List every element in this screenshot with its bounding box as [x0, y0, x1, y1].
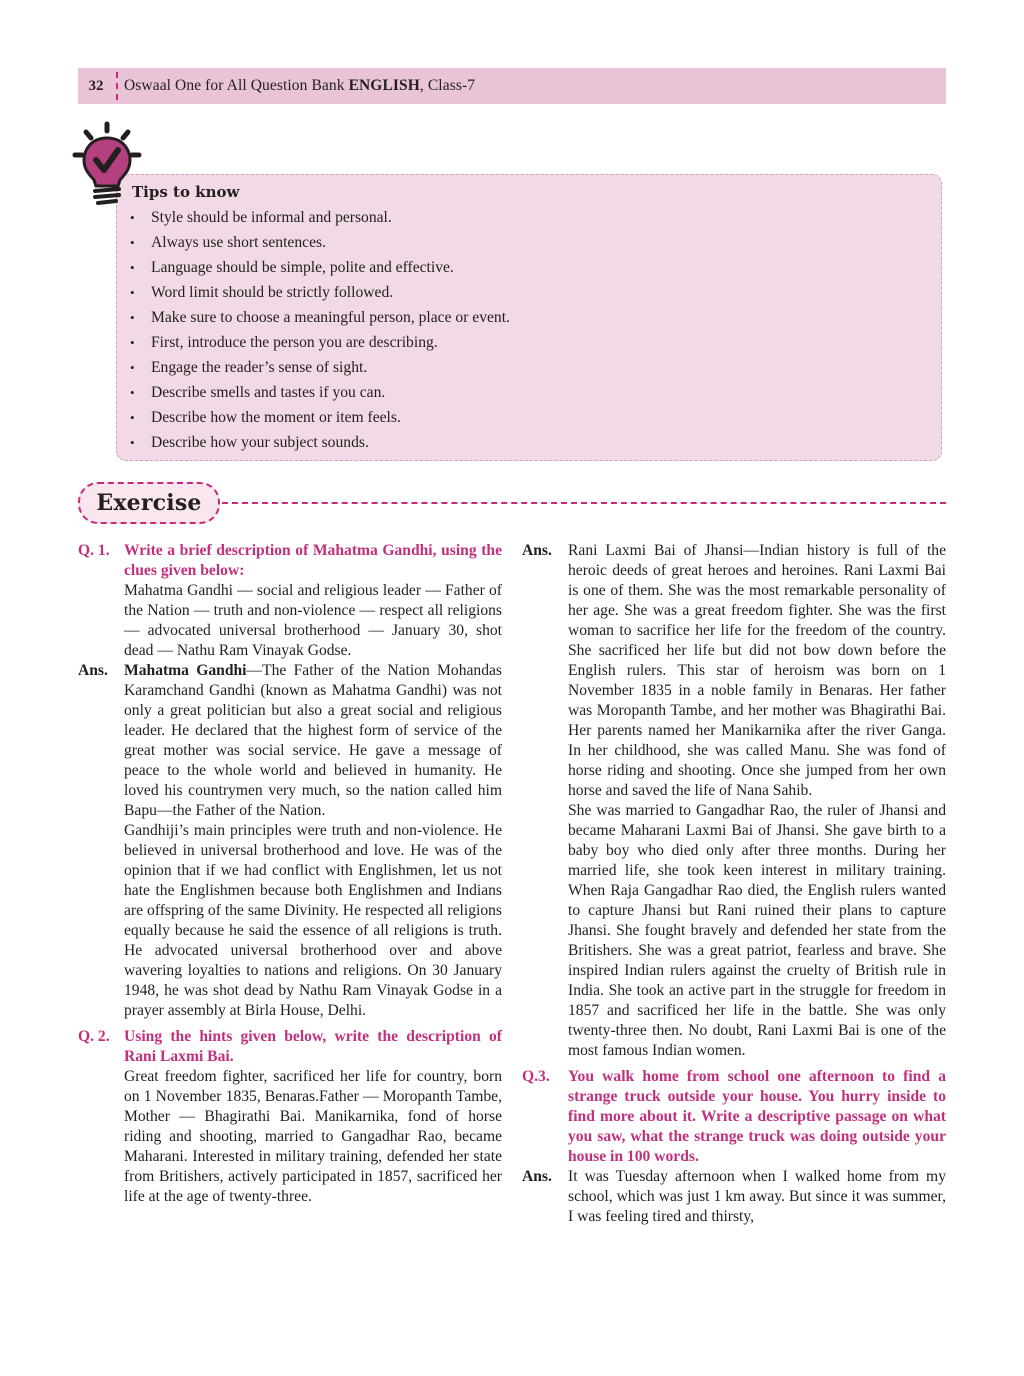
tip-item: • Describe smells and tastes if you can. — [130, 380, 510, 405]
right-column — [522, 541, 946, 1227]
answer-1 — [78, 661, 502, 1021]
bullet-icon: • — [130, 210, 135, 225]
answer-paragraph: She was married to Gangadhar Rao, the ruler of Jhansi and became Maharani Laxmi Bai of Jhansi. She gave birth to a baby boy who died only after three months. During her married life, she took keen interest in military training. When Raja Gangadhar Rao died, the English rulers wanted to capture Jhansi but Rani ruined their plans to capture Jhansi. She fought bravely and defended her state from the Britishers. She was a great patriot, fearless and brave. She inspired Indian rulers against the cruelty of British rule in India. She took an active part in the struggle for freedom in 1857 and sacrificed her life in the battle. She was only twenty-three then. No doubt, Rani Laxmi Bai is one of the most famous Indian women. — [568, 802, 946, 1059]
book-title-prefix: Oswaal One for All Question Bank — [124, 77, 349, 94]
book-title — [124, 77, 475, 95]
exercise-heading-badge — [78, 482, 220, 524]
answer-paragraph: Mahatma Gandhi—The Father of the Nation Mohandas Karamchand Gandhi (known as Mahatma Gandhi) was not only a great politician but also a great social and religious leader. He declared that the highest form of service of the great mother was social service. He gave a message of peace to the whole world and believed in humanity. He loved his countrymen very much, so the nation called him Bapu—the Father of the Nation. — [124, 662, 502, 819]
question-hints: Great freedom fighter, sacrificed her life for country, born on 1 November 1835, Benaras.Father — Moropanth Tambe, Mother — Bhagirathi Bai. Manikarnika, fond of horse riding and shooting, married to Gangadhar Rao, became Maharani. Interested in military training, defended her state from Britishers, actively participated in 1857, sacrificed her life at the age of twenty-three. — [124, 1068, 502, 1205]
answer-label: Ans. — [522, 542, 552, 559]
answer-2 — [522, 541, 946, 1061]
bullet-icon: • — [130, 360, 135, 375]
exercise-divider — [222, 502, 946, 504]
answer-paragraph: Gandhiji’s main principles were truth and non-violence. He believed in universal brotherhood and love. He was of the opinion that if we had conflict with Englishmen, let us not hate the Englishmen because both Englishmen and Indians are offspring of the same Divinity. He respected all religions equally because he said the essence of all religions is truth. He advocated universal brotherhood over and above wavering loyalties to nations and religions. On 30 January 1948, he was shot dead by Nathu Ram Vinayak Godse in a prayer assembly at Birla House, Delhi. — [124, 822, 502, 1019]
bullet-icon: • — [130, 235, 135, 250]
tip-item: • Language should be simple, polite and effective. — [130, 255, 510, 280]
answer-label: Ans. — [78, 662, 108, 679]
book-title-subject: ENGLISH — [348, 77, 420, 94]
bullet-icon: • — [130, 385, 135, 400]
header-divider — [116, 72, 118, 100]
answer-paragraph: It was Tuesday afternoon when I walked home from my school, which was just 1 km away. But since it was summer, I was feeling tired and thirsty, — [568, 1168, 946, 1225]
tip-item: • Word limit should be strictly followed. — [130, 280, 510, 305]
bullet-icon: • — [130, 310, 135, 325]
question-text: Using the hints given below, write the description of Rani Laxmi Bai. — [124, 1028, 502, 1065]
left-column — [78, 541, 502, 1207]
question-clues: Mahatma Gandhi — social and religious leader — Father of the Nation — truth and non-violence — respect all religions — advocated universal brotherhood — January 30, shot dead — Nathu Ram Vinayak Godse. — [124, 582, 502, 659]
question-number: Q. 1. — [78, 542, 110, 559]
bullet-icon: • — [130, 260, 135, 275]
page-header — [78, 68, 946, 104]
tip-item: • Make sure to choose a meaningful person, place or event. — [130, 305, 510, 330]
exercise-heading: Exercise — [96, 490, 202, 516]
page-number: 32 — [88, 77, 104, 94]
answer-subject: Mahatma Gandhi — [124, 662, 247, 679]
book-title-suffix: , Class-7 — [419, 77, 476, 94]
tip-item: • First, introduce the person you are describing. — [130, 330, 510, 355]
answer-3 — [522, 1167, 946, 1227]
tip-item: • Describe how your subject sounds. — [130, 430, 510, 455]
bullet-icon: • — [130, 410, 135, 425]
tip-item: • Describe how the moment or item feels. — [130, 405, 510, 430]
question-3 — [522, 1067, 946, 1167]
answer-label: Ans. — [522, 1168, 552, 1185]
bullet-icon: • — [130, 285, 135, 300]
question-number: Q. 2. — [78, 1028, 110, 1045]
tips-title: Tips to know — [132, 183, 240, 201]
answer-paragraph: Rani Laxmi Bai of Jhansi—Indian history is full of the heroic deeds of great heroes and heroines. Rani Laxmi Bai is one of them. She was the most remarkable personality of her age. She was a great freedom fighter. She was the first woman to sacrifice her life for the freedom of the country. She sacrificed her life but did not bow down before the English rulers. This star of heroism was born on 1 November 1835 in a noble family in Benaras. Her father was Moropanth Tambe, and her mother was Bhagirathi Bai. Her parents named her Manikarnika after the river Ganga. In her childhood, she was called Manu. She was fond of horse riding and shooting. Once she jumped from her own horse and saved the life of Nana Sahib. — [568, 542, 946, 799]
tip-item: • Always use short sentences. — [130, 230, 510, 255]
tip-item: • Engage the reader’s sense of sight. — [130, 355, 510, 380]
question-1 — [78, 541, 502, 661]
tip-item: • Style should be informal and personal. — [130, 205, 510, 230]
tips-list — [130, 205, 510, 455]
question-number: Q.3. — [522, 1068, 550, 1085]
question-2 — [78, 1027, 502, 1207]
question-text: Write a brief description of Mahatma Gandhi, using the clues given below: — [124, 542, 502, 579]
bullet-icon: • — [130, 335, 135, 350]
bullet-icon: • — [130, 435, 135, 450]
question-text: You walk home from school one afternoon to find a strange truck outside your house. You hurry inside to find more about it. Write a descriptive passage on what you saw, what the strange truck was doing outside your house in 100 words. — [568, 1068, 946, 1165]
